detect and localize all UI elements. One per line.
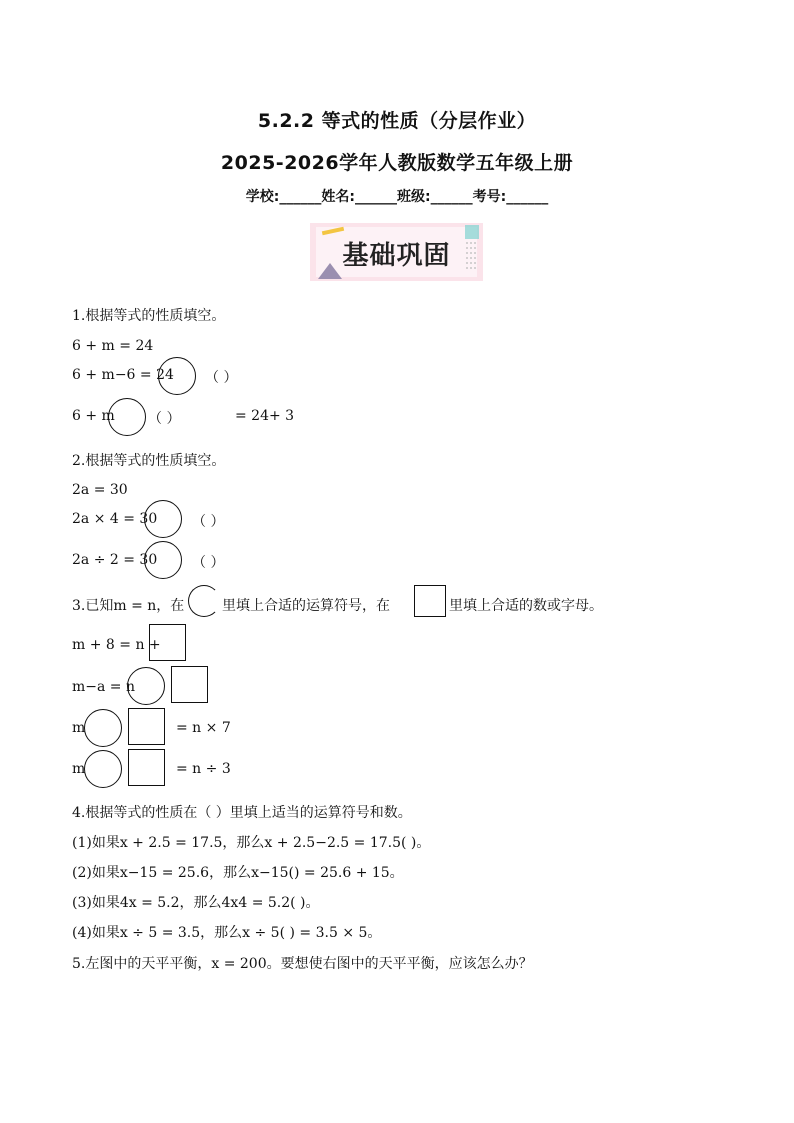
- q3-answer-square-2[interactable]: [171, 666, 208, 703]
- q2-line3-paren[interactable]: （ ）: [192, 555, 225, 571]
- q1-line3-post: = 24+ 3: [235, 408, 295, 424]
- q3-line3-post: = n × 7: [176, 720, 231, 736]
- q3-prompt-b: 里填上合适的运算符号，在: [222, 598, 390, 614]
- q3-operator-circle-3[interactable]: [84, 709, 122, 747]
- q3-line1: m + 8 = n +: [72, 637, 161, 653]
- q2-line3: 2a ÷ 2 = 30: [72, 552, 158, 568]
- q2-operator-circle-1[interactable]: [144, 500, 182, 538]
- q3-line3-pre: m: [72, 720, 86, 736]
- q3-operator-circle-2[interactable]: [127, 667, 165, 705]
- q4-item-4: (4)如果x ÷ 5 = 3.5，那么x ÷ 5( ) = 3.5 × 5。: [72, 925, 382, 941]
- section-banner: [310, 223, 483, 281]
- q1-operator-circle-1[interactable]: [158, 357, 196, 395]
- q2-line2-paren[interactable]: （ ）: [192, 514, 225, 530]
- worksheet-subtitle: 2025-2026学年人教版数学五年级上册: [220, 152, 574, 174]
- q4-prompt: 4.根据等式的性质在（ ）里填上适当的运算符号和数。: [72, 805, 412, 821]
- q3-prompt-a: 3.已知m = n，在: [72, 598, 185, 614]
- q2-line1: 2a = 30: [72, 482, 128, 498]
- worksheet-title: 5.2.2 等式的性质（分层作业）: [257, 110, 537, 132]
- q1-operator-circle-2[interactable]: [108, 398, 146, 436]
- q5-prompt: 5.左图中的天平平衡，x = 200。要想使右图中的天平平衡，应该怎么办？: [72, 956, 533, 972]
- q3-line2: m−a = n: [72, 679, 135, 695]
- q1-line3-paren[interactable]: （ ）: [148, 411, 181, 427]
- q3-answer-square-3[interactable]: [128, 708, 165, 745]
- student-info-line: 学校:______姓名:______班级:______考号:______: [245, 189, 549, 205]
- q4-item-2: (2)如果x−15 = 25.6，那么x−15() = 25.6 + 15。: [72, 865, 404, 881]
- q2-line2: 2a × 4 = 30: [72, 511, 158, 527]
- q3-line4-pre: m: [72, 761, 86, 777]
- q1-line2: 6 + m−6 = 24: [72, 367, 174, 383]
- banner-label: 基础巩固: [342, 241, 451, 271]
- q3-prompt-c: 里填上合适的数或字母。: [449, 598, 603, 614]
- q3-legend-circle: [188, 585, 220, 617]
- q3-answer-square-4[interactable]: [128, 749, 165, 786]
- q4-item-1: (1)如果x + 2.5 = 17.5，那么x + 2.5−2.5 = 17.5( )。: [72, 835, 431, 851]
- q1-prompt: 1.根据等式的性质填空。: [72, 308, 226, 324]
- q3-line4-post: = n ÷ 3: [176, 761, 231, 777]
- q1-line1: 6 + m = 24: [72, 338, 154, 354]
- q1-line3-pre: 6 + m: [72, 408, 115, 424]
- q1-line2-paren[interactable]: （ ）: [205, 370, 238, 386]
- q2-prompt: 2.根据等式的性质填空。: [72, 453, 226, 469]
- q3-legend-square: [414, 585, 446, 617]
- q3-answer-square-1[interactable]: [149, 624, 186, 661]
- q3-operator-circle-4[interactable]: [84, 750, 122, 788]
- q2-operator-circle-2[interactable]: [144, 541, 182, 579]
- q4-item-3: (3)如果4x = 5.2，那么4x4 = 5.2( )。: [72, 895, 320, 911]
